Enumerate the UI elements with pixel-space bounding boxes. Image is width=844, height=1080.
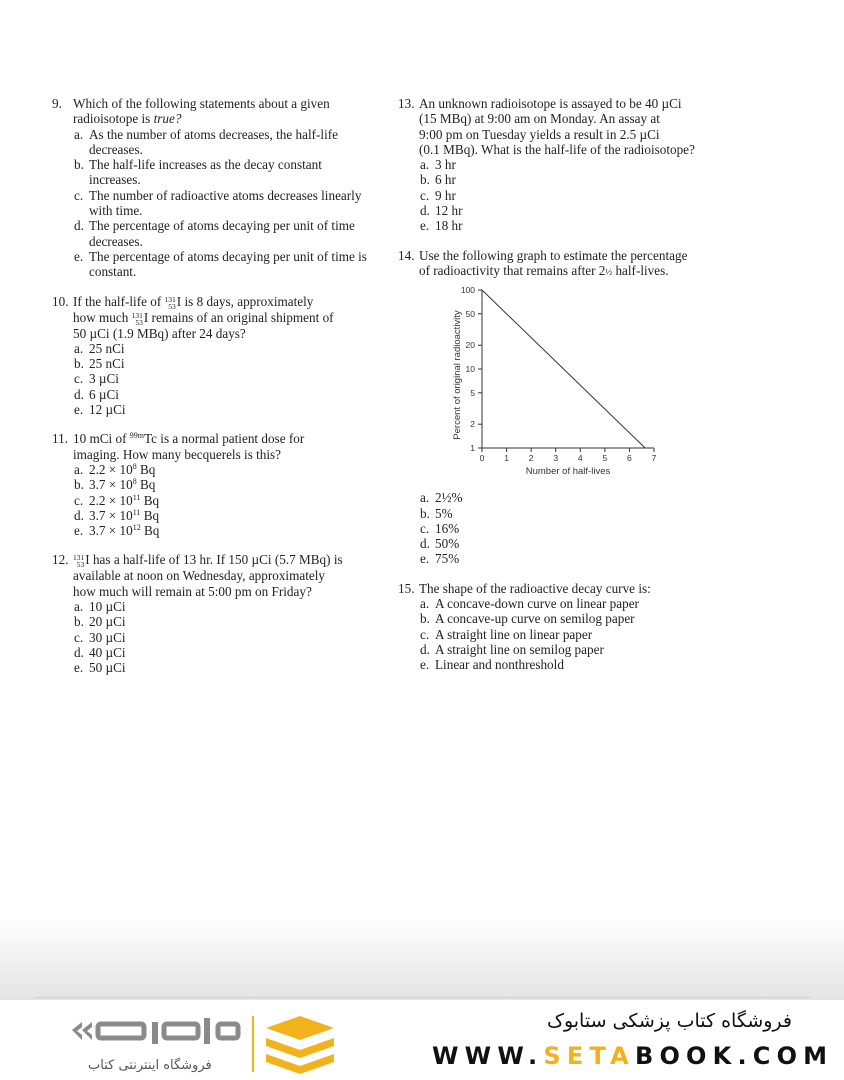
- answer-option[interactable]: [398, 657, 728, 672]
- series-line: [482, 290, 645, 448]
- question-stem: (0.1 MBq). What is the half-life of the radioisotope?: [419, 141, 695, 157]
- option-text: 18 hr: [435, 218, 463, 234]
- y-tick-label: 5: [470, 388, 475, 399]
- option-letter: c.: [420, 187, 430, 203]
- option-letter: e.: [74, 523, 84, 539]
- option-letter: d.: [74, 644, 84, 660]
- question-stem: I is 8 days, approximately: [176, 293, 314, 309]
- option-text: 3 hr: [435, 157, 456, 173]
- option-letter: c.: [74, 371, 84, 387]
- question-13: [398, 96, 728, 234]
- answer-option[interactable]: [52, 477, 368, 492]
- option-exponent: 12: [132, 523, 141, 533]
- option-letter: b.: [74, 614, 84, 630]
- option-text: 16%: [435, 520, 460, 536]
- question-14: [398, 248, 728, 567]
- option-text: 3.7 × 10: [89, 477, 133, 493]
- option-text: A concave-down curve on linear paper: [435, 596, 639, 612]
- option-letter: a.: [74, 599, 84, 615]
- fraction: ½: [605, 266, 613, 277]
- answer-option[interactable]: [398, 188, 728, 203]
- option-text: The percentage of atoms decaying per unit of time is constant.: [89, 248, 367, 280]
- question-stem: The shape of the radioactive decay curve is:: [419, 580, 651, 596]
- answer-option[interactable]: [52, 462, 368, 477]
- decay-chart-svg: [398, 286, 728, 486]
- question-number: 10.: [52, 293, 69, 309]
- answer-option[interactable]: [398, 596, 728, 611]
- option-text: 2.2 × 10: [89, 492, 133, 508]
- option-exponent: 8: [132, 461, 137, 471]
- question-stem: I remains of an original shipment of: [143, 309, 334, 325]
- option-letter: c.: [420, 626, 430, 642]
- isotope-notation: 131 53: [73, 553, 85, 570]
- option-letter: b.: [420, 172, 430, 188]
- option-letter: c.: [74, 187, 84, 203]
- option-letter: d.: [74, 507, 84, 523]
- option-letter: e.: [420, 657, 430, 673]
- x-axis-label: Number of half-lives: [525, 466, 611, 478]
- answer-option[interactable]: [52, 645, 368, 660]
- question-stem: 9:00 pm on Tuesday yields a result in 2.5 µCi: [419, 126, 660, 142]
- isotope-superscript: 99m: [129, 431, 145, 441]
- question-stem: available at noon on Wednesday, approximately: [73, 568, 325, 584]
- x-tick-label: 6: [627, 453, 632, 464]
- option-text: As the number of atoms decreases, the half-life decreases.: [89, 126, 339, 157]
- question-stem: imaging. How many becquerels is this?: [73, 446, 282, 462]
- option-text: 6 hr: [435, 172, 456, 188]
- option-text: The number of radioactive atoms decreases linearly with time.: [89, 187, 362, 219]
- option-text: The percentage of atoms decaying per unit of time decreases.: [89, 218, 355, 249]
- option-text: 3 µCi: [89, 371, 119, 387]
- answer-option[interactable]: [398, 218, 728, 233]
- answer-option[interactable]: [398, 611, 728, 626]
- x-tick-label: 2: [528, 453, 534, 464]
- question-stem: Tc is a normal patient dose for: [144, 431, 305, 447]
- question-12: [52, 552, 368, 675]
- x-tick-label: 4: [577, 453, 583, 464]
- left-column: [52, 96, 368, 690]
- answer-option[interactable]: [398, 551, 728, 566]
- question-stem-emphasis: true?: [153, 111, 182, 127]
- x-tick-label: 5: [602, 453, 608, 464]
- answer-option[interactable]: [52, 188, 368, 219]
- option-text: 3.7 × 10: [89, 507, 133, 523]
- option-letter: e.: [420, 551, 430, 567]
- option-text: 6 µCi: [89, 386, 119, 402]
- question-number: 12.: [52, 552, 69, 568]
- option-letter: d.: [74, 386, 84, 402]
- x-tick-label: 3: [553, 453, 559, 464]
- option-text: A straight line on semilog paper: [435, 641, 604, 657]
- answer-option[interactable]: [398, 172, 728, 187]
- question-stem: how much: [73, 309, 132, 325]
- decay-graph: [398, 286, 728, 486]
- option-text: 5%: [435, 505, 453, 521]
- question-11: [52, 431, 368, 538]
- x-tick-label: 7: [651, 453, 657, 464]
- right-column: [398, 96, 728, 687]
- option-text: 20 µCi: [89, 614, 126, 630]
- option-text: 2.2 × 10: [89, 461, 133, 477]
- logo-subtitle: فروشگاه اینترنتی کتاب: [88, 1058, 212, 1073]
- question-stem: An unknown radioisotope is assayed to be 40 µCi: [419, 96, 682, 111]
- answer-option[interactable]: [52, 508, 368, 523]
- y-tick-label: 1: [470, 443, 475, 454]
- option-exponent: 8: [132, 477, 137, 487]
- option-unit: Bq: [140, 492, 160, 508]
- question-stem: If the half-life of: [73, 293, 165, 309]
- footer-divider: [34, 997, 810, 998]
- option-letter: d.: [74, 218, 84, 234]
- answer-option[interactable]: [52, 341, 368, 356]
- question-stem: I has a half-life of 13 hr. If 150 µCi (5.7 MBq) is: [85, 552, 343, 568]
- question-15: [398, 581, 728, 673]
- y-tick-label: 10: [465, 364, 475, 375]
- answer-option[interactable]: [52, 630, 368, 645]
- option-letter: b.: [420, 505, 430, 521]
- answer-option[interactable]: [52, 127, 368, 158]
- y-tick-label: 2: [470, 419, 475, 430]
- option-text: 30 µCi: [89, 629, 126, 645]
- option-text: 12 µCi: [89, 402, 126, 418]
- option-unit: Bq: [136, 461, 156, 477]
- question-number: 11.: [52, 431, 68, 447]
- y-tick-label: 50: [465, 309, 475, 320]
- option-text: 50%: [435, 536, 460, 552]
- option-letter: a.: [420, 596, 430, 612]
- x-tick-label: 0: [479, 453, 485, 464]
- option-letter: a.: [74, 126, 84, 142]
- question-10: [52, 294, 368, 418]
- option-letter: e.: [74, 402, 84, 418]
- store-name: فروشگاه کتاب پزشکی ستابوک: [546, 1010, 792, 1032]
- option-letter: b.: [74, 356, 84, 372]
- y-tick-label: 20: [465, 340, 475, 351]
- option-letter: a.: [420, 157, 430, 173]
- option-letter: e.: [74, 660, 84, 676]
- option-letter: b.: [420, 611, 430, 627]
- option-text: 12 hr: [435, 203, 463, 219]
- option-unit: Bq: [136, 477, 156, 493]
- answer-option[interactable]: [52, 371, 368, 386]
- option-text: 2½%: [435, 490, 463, 506]
- answer-option[interactable]: [398, 203, 728, 218]
- question-number: 14.: [398, 247, 415, 263]
- answer-option[interactable]: [398, 490, 728, 505]
- question-stem: half-lives.: [612, 262, 669, 278]
- answer-option[interactable]: [52, 493, 368, 508]
- question-number: 13.: [398, 96, 415, 111]
- answer-option[interactable]: [398, 627, 728, 642]
- option-text: 50 µCi: [89, 660, 126, 676]
- option-text: 75%: [435, 551, 460, 567]
- option-letter: a.: [420, 490, 430, 506]
- answer-option[interactable]: [52, 599, 368, 614]
- answer-option[interactable]: [52, 523, 368, 538]
- book-stack-icon: [266, 1016, 334, 1074]
- option-letter: e.: [74, 248, 84, 264]
- option-text: Linear and nonthreshold: [435, 657, 564, 673]
- question-stem: how much will remain at 5:00 pm on Friday?: [73, 583, 312, 599]
- option-text: A straight line on linear paper: [435, 626, 593, 642]
- option-text: 25 nCi: [89, 340, 125, 356]
- option-letter: a.: [74, 340, 84, 356]
- question-stem: of radioactivity that remains after 2: [419, 262, 606, 278]
- question-stem: Which of the following statements about a given: [73, 96, 330, 111]
- option-letter: d.: [420, 203, 430, 219]
- answer-option[interactable]: [52, 249, 368, 280]
- option-letter: e.: [420, 218, 430, 234]
- answer-option[interactable]: [52, 660, 368, 675]
- answer-option[interactable]: [52, 157, 368, 188]
- footer-band: [0, 915, 844, 1000]
- y-axis-label: Percent of original radioactivity: [452, 310, 463, 440]
- answer-option[interactable]: [398, 536, 728, 551]
- isotope-notation: 131 53: [131, 310, 143, 327]
- option-letter: c.: [420, 520, 430, 536]
- answer-option[interactable]: [52, 387, 368, 402]
- question-stem: 50 µCi (1.9 MBq) after 24 days?: [73, 325, 246, 341]
- question-9: [52, 96, 368, 280]
- option-exponent: 11: [132, 507, 141, 517]
- answer-option[interactable]: [398, 157, 728, 172]
- option-letter: a.: [74, 461, 84, 477]
- answer-option[interactable]: [52, 402, 368, 417]
- question-stem: 10 mCi of: [73, 431, 130, 447]
- isotope-notation: 131 53: [164, 294, 176, 311]
- y-tick-label: 100: [460, 286, 475, 296]
- option-text: 3.7 × 10: [89, 523, 133, 539]
- question-stem: Use the following graph to estimate the percentage: [419, 247, 688, 263]
- x-tick-label: 1: [504, 453, 509, 464]
- option-text: 40 µCi: [89, 644, 126, 660]
- store-url[interactable]: WWW.SETABOOK.COM: [432, 1042, 834, 1070]
- option-letter: c.: [74, 492, 84, 508]
- option-letter: d.: [420, 641, 430, 657]
- answer-option[interactable]: [52, 356, 368, 371]
- answer-option[interactable]: [398, 642, 728, 657]
- option-text: 25 nCi: [89, 356, 125, 372]
- question-number: 15.: [398, 580, 415, 596]
- option-text: A concave-up curve on semilog paper: [435, 611, 635, 627]
- answer-option[interactable]: [52, 614, 368, 629]
- option-letter: b.: [74, 477, 84, 493]
- question-stem: (15 MBq) at 9:00 am on Monday. An assay at: [419, 111, 660, 127]
- option-text: 10 µCi: [89, 599, 126, 615]
- option-text: The half-life increases as the decay constant increases.: [89, 157, 322, 188]
- answer-option[interactable]: [52, 218, 368, 249]
- option-letter: d.: [420, 536, 430, 552]
- question-number: 9.: [52, 96, 62, 111]
- answer-option[interactable]: [398, 521, 728, 536]
- option-letter: c.: [74, 629, 84, 645]
- option-unit: Bq: [140, 507, 160, 523]
- option-letter: b.: [74, 157, 84, 173]
- option-text: 9 hr: [435, 187, 456, 203]
- question-stem: radioisotope is: [73, 111, 154, 127]
- option-unit: Bq: [140, 523, 160, 539]
- answer-option[interactable]: [398, 506, 728, 521]
- option-exponent: 11: [132, 492, 141, 502]
